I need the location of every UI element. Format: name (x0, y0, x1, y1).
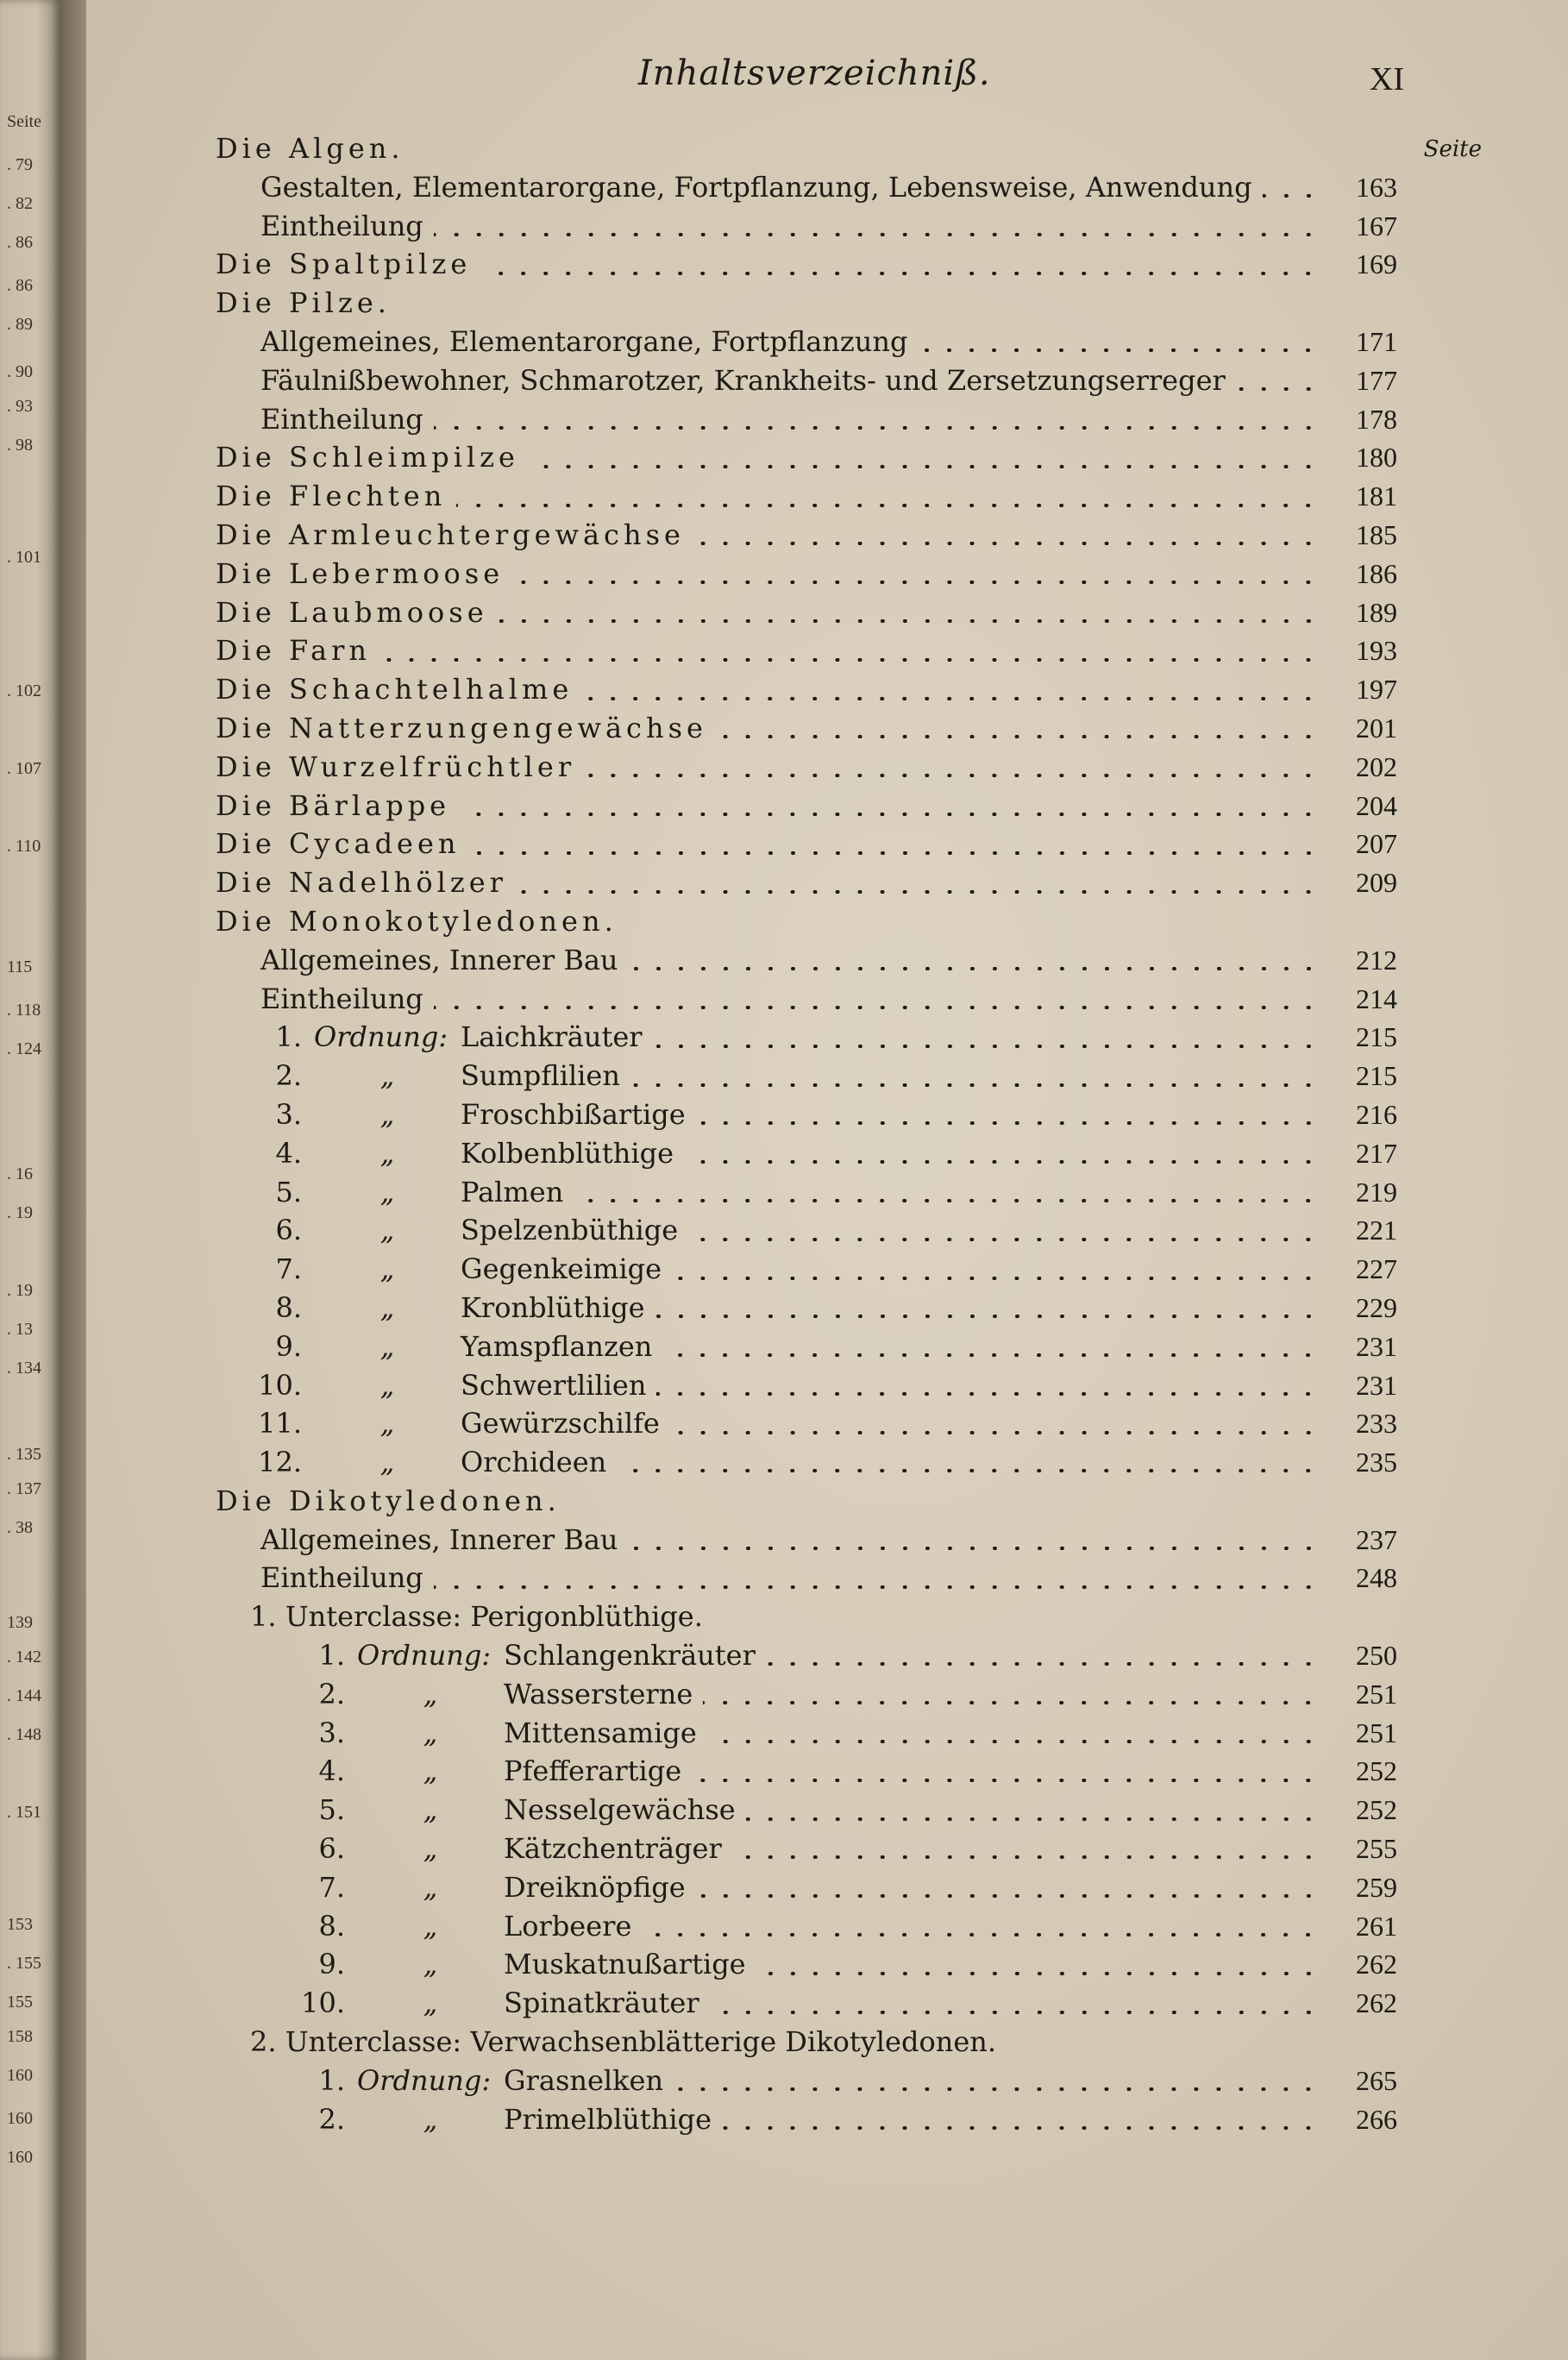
toc-entry-title: 1. Unterclasse: Perigonblüthige. (250, 1600, 703, 1634)
toc-entry (216, 245, 1397, 284)
toc-entry (216, 1366, 1397, 1405)
order-number: 6. (318, 1832, 345, 1866)
toc-entry (216, 1173, 1397, 1212)
toc-entry-page: 209 (1356, 867, 1397, 899)
toc-entry-page: 181 (1356, 480, 1397, 512)
previous-page-number: 160 (7, 2109, 33, 2128)
toc-entry-page: 231 (1356, 1369, 1397, 1401)
toc-entry (216, 2062, 1397, 2100)
previous-page-number: . 124 (7, 1039, 41, 1058)
order-prefix: Ordnung: (314, 1020, 448, 1054)
order-number: 5. (318, 1793, 345, 1827)
toc-entry (216, 902, 1397, 941)
order-prefix: „ (379, 1097, 395, 1131)
order-number: 3. (275, 1097, 302, 1131)
toc-entry (216, 631, 1397, 670)
toc-entry-page: 204 (1356, 789, 1397, 821)
toc-entry-title: Allgemeines, Elementarorgane, Fortpflanzung (260, 324, 908, 358)
toc-entry-title: Sumpflilien (461, 1059, 620, 1093)
previous-page-number: 160 (7, 2148, 33, 2167)
previous-page-number: . 19 (7, 1203, 33, 1222)
order-prefix: „ (379, 1446, 395, 1479)
previous-page-number: . 155 (7, 1954, 41, 1973)
toc-entry-page: 167 (1356, 210, 1397, 242)
previous-page-number: . 134 (7, 1359, 41, 1378)
toc-entry-title: Die Natterzungengewächse (216, 711, 707, 744)
toc-entry (216, 1791, 1397, 1830)
previous-page-number: 155 (7, 1993, 33, 2012)
toc-entry-page: 252 (1356, 1755, 1397, 1787)
toc-entry-title: Die Farn (216, 634, 372, 668)
toc-entry (216, 980, 1397, 1019)
toc-entry (216, 1404, 1397, 1443)
order-number: 4. (275, 1136, 302, 1170)
dot-leader (695, 542, 1320, 545)
dot-leader (766, 1662, 1320, 1666)
dot-leader (434, 233, 1320, 236)
dot-leader (653, 1045, 1320, 1048)
dot-leader (674, 2087, 1320, 2091)
order-number: 11. (258, 1407, 302, 1440)
dot-leader (471, 851, 1320, 855)
toc-entry-title: Allgemeines, Innerer Bau (260, 943, 618, 976)
page-title: Inhaltsverzeichniß. (638, 53, 991, 93)
toc-entry-title: Schlangenkräuter (504, 1639, 756, 1673)
toc-entry-page: 235 (1356, 1447, 1397, 1478)
dot-leader (655, 1315, 1320, 1318)
toc-entry (216, 1521, 1397, 1560)
dot-leader (718, 735, 1320, 738)
toc-entry-page: 193 (1356, 635, 1397, 667)
toc-entry-title: Gewürzschilfe (461, 1407, 660, 1440)
previous-page-number: 158 (7, 2027, 33, 2046)
toc-entry-title: Die Cycadeen (216, 827, 461, 861)
toc-entry-title: 2. Unterclasse: Verwachsenblätterige Dikotyledonen. (250, 2025, 997, 2059)
order-prefix: „ (423, 2102, 438, 2136)
toc-entry-page: 189 (1356, 596, 1397, 628)
toc-entry (216, 1597, 1397, 1636)
order-number: 9. (318, 1948, 345, 1981)
toc-entry-title: Froschbißartige (461, 1097, 686, 1131)
dot-leader (499, 619, 1320, 623)
dot-leader (381, 658, 1320, 662)
toc-entry-title: Die Monokotyledonen. (216, 904, 618, 938)
toc-entry-title: Laichkräuter (461, 1020, 643, 1054)
order-prefix: Ordnung: (357, 2063, 492, 2097)
toc-entry-page: 163 (1356, 171, 1397, 203)
dot-leader (732, 1855, 1320, 1859)
previous-page-number: . 82 (7, 194, 33, 213)
dot-leader (662, 1353, 1320, 1357)
toc-entry-page: 169 (1356, 248, 1397, 280)
previous-page-edge (0, 0, 60, 2360)
dot-leader (918, 348, 1320, 352)
toc-entry-page: 227 (1356, 1253, 1397, 1285)
order-number: 3. (318, 1716, 345, 1749)
order-number: 7. (275, 1252, 302, 1286)
previous-page-number: . 19 (7, 1281, 33, 1300)
toc-entry-page: 202 (1356, 750, 1397, 782)
toc-entry-page: 216 (1356, 1098, 1397, 1130)
toc-entry (216, 516, 1397, 555)
order-number: 8. (275, 1290, 302, 1324)
toc-entry (216, 2100, 1397, 2139)
dot-leader (696, 1121, 1320, 1125)
toc-entry (216, 477, 1397, 516)
toc-entry (216, 670, 1397, 709)
toc-entry-title: Kronblüthige (461, 1290, 645, 1324)
toc-entry-title: Die Laubmoose (216, 595, 488, 629)
toc-entry (216, 168, 1397, 207)
toc-entry (216, 1868, 1397, 1907)
order-number: 10. (258, 1368, 302, 1402)
dot-leader (530, 465, 1320, 468)
toc-entry-title: Die Armleuchtergewächse (216, 518, 685, 551)
toc-entry-page: 233 (1356, 1408, 1397, 1440)
toc-entry-title: Die Bärlappe (216, 788, 451, 822)
order-prefix: „ (423, 1793, 438, 1827)
toc-entry-title: Die Schleimpilze (216, 441, 519, 474)
previous-page-number: . 148 (7, 1725, 41, 1744)
previous-page-number: . 98 (7, 436, 33, 455)
order-number: 2. (275, 1059, 302, 1093)
toc-entry-title: Spelzenbüthige (461, 1214, 679, 1247)
order-prefix: „ (379, 1059, 395, 1093)
toc-entry-title: Die Dikotyledonen. (216, 1484, 561, 1517)
order-prefix: „ (423, 1870, 438, 1904)
previous-page-number: 115 (7, 957, 33, 976)
toc-entry-title: Allgemeines, Innerer Bau (260, 1522, 618, 1556)
toc-entry-page: 248 (1356, 1562, 1397, 1594)
toc-entry (216, 1018, 1397, 1057)
toc-entry-page: 219 (1356, 1176, 1397, 1208)
toc-entry-title: Die Algen. (216, 132, 405, 165)
toc-entry-page: 255 (1356, 1833, 1397, 1865)
order-prefix: „ (423, 1832, 438, 1866)
dot-leader (722, 2126, 1320, 2130)
toc-entry-title: Pfefferartige (504, 1754, 682, 1788)
dot-leader (746, 1817, 1320, 1821)
toc-entry-title: Wassersterne (504, 1677, 693, 1710)
toc-entry-title: Die Flechten (216, 480, 447, 513)
order-prefix: „ (379, 1329, 395, 1363)
toc-entry (216, 1482, 1397, 1521)
toc-entry-title: Eintheilung (260, 209, 423, 242)
order-prefix: Ordnung: (357, 1639, 492, 1673)
order-prefix: „ (379, 1214, 395, 1247)
toc-entry-page: 180 (1356, 442, 1397, 474)
toc-entry (216, 1752, 1397, 1791)
order-number: 12. (258, 1446, 302, 1479)
toc-entry-title: Die Nadelhölzer (216, 866, 507, 900)
dot-leader (703, 1701, 1320, 1704)
toc-entry-page: 266 (1356, 2103, 1397, 2135)
toc-entry (216, 1714, 1397, 1753)
toc-entry-title: Orchideen (461, 1446, 607, 1479)
order-prefix: „ (423, 1754, 438, 1788)
toc-entry-page: 265 (1356, 2064, 1397, 2096)
order-prefix: „ (379, 1290, 395, 1324)
order-number: 10. (301, 1987, 345, 2020)
toc-entry-title: Eintheilung (260, 402, 423, 436)
toc-entry-page: 231 (1356, 1330, 1397, 1362)
dot-leader (517, 890, 1320, 894)
toc-entry (216, 787, 1397, 825)
dot-leader (710, 2011, 1320, 2014)
order-number: 1. (318, 2063, 345, 2097)
toc-entry-page: 178 (1356, 403, 1397, 435)
toc-entry-page: 197 (1356, 674, 1397, 706)
toc-entry (216, 709, 1397, 748)
order-number: 7. (318, 1870, 345, 1904)
order-number: 6. (275, 1214, 302, 1247)
toc-entry (216, 284, 1397, 323)
toc-entry-title: Muskatnußartige (504, 1948, 746, 1981)
dot-leader (670, 1431, 1320, 1434)
toc-entry-title: Schwertlilien (461, 1368, 647, 1402)
previous-page-number: . 142 (7, 1648, 41, 1666)
order-number: 2. (318, 1677, 345, 1710)
toc-entry-title: Nesselgewächse (504, 1793, 736, 1827)
toc-entry-page: 237 (1356, 1523, 1397, 1555)
toc-entry (216, 1443, 1397, 1482)
dot-leader (461, 813, 1320, 816)
toc-entry (216, 1636, 1397, 1675)
toc-entry (216, 593, 1397, 632)
dot-leader (672, 1277, 1320, 1280)
dot-leader (574, 1199, 1320, 1202)
toc-entry (216, 1095, 1397, 1134)
page-number: XI (1369, 61, 1404, 97)
dot-leader (696, 1894, 1320, 1898)
order-prefix: „ (379, 1407, 395, 1440)
toc-entry (216, 1134, 1397, 1173)
dot-leader (617, 1469, 1320, 1472)
toc-entry (216, 941, 1397, 980)
previous-page-number: . 13 (7, 1320, 33, 1339)
toc-entry-title: Die Spaltpilze (216, 248, 472, 281)
toc-entry (216, 1984, 1397, 2023)
dot-leader (630, 1083, 1320, 1087)
toc-entry (216, 323, 1397, 361)
toc-entry-page: 251 (1356, 1678, 1397, 1710)
toc-entry-page: 214 (1356, 982, 1397, 1014)
toc-entry-title: Grasnelken (504, 2063, 664, 2097)
dot-leader (642, 1933, 1320, 1936)
previous-page-number: . 93 (7, 397, 33, 416)
toc-entry (216, 825, 1397, 863)
previous-page-number: . 151 (7, 1803, 41, 1822)
toc-entry-page: 215 (1356, 1021, 1397, 1053)
dot-leader (456, 504, 1320, 507)
previous-page-number: . 110 (7, 837, 41, 856)
toc-page (86, 0, 1568, 2360)
dot-leader (688, 1238, 1320, 1241)
toc-entry (216, 1289, 1397, 1328)
toc-entry-title: Die Lebermoose (216, 556, 505, 590)
dot-leader (707, 1740, 1320, 1743)
toc-entry-page: 212 (1356, 944, 1397, 976)
dot-leader (434, 426, 1320, 430)
previous-page-number: . 89 (7, 315, 33, 334)
order-prefix: „ (379, 1136, 395, 1170)
toc-entry-page: 262 (1356, 1949, 1397, 1980)
order-prefix: „ (423, 1987, 438, 2020)
toc-entry-title: Eintheilung (260, 1561, 423, 1595)
dot-leader (586, 774, 1320, 777)
order-number: 9. (275, 1329, 302, 1363)
previous-page-number: . 86 (7, 233, 33, 252)
toc-entry-title: Kätzchenträger (504, 1832, 722, 1866)
toc-entry-title: Yamspflanzen (461, 1329, 653, 1363)
dot-leader (756, 1972, 1320, 1975)
order-prefix: „ (379, 1252, 395, 1286)
order-number: 2. (318, 2102, 345, 2136)
previous-page-number: . 90 (7, 362, 33, 381)
order-prefix: „ (423, 1909, 438, 1943)
previous-page-number: 139 (7, 1613, 33, 1632)
toc-entry (216, 129, 1397, 168)
toc-entry-page: 251 (1356, 1717, 1397, 1748)
order-prefix: „ (423, 1948, 438, 1981)
toc-entry-title: Die Pilze. (216, 286, 391, 320)
toc-entry (216, 400, 1397, 439)
toc-entry-page: 207 (1356, 828, 1397, 860)
dot-leader (1236, 387, 1320, 391)
previous-page-number: . 38 (7, 1518, 33, 1537)
dot-leader (434, 1006, 1320, 1009)
dot-leader (629, 967, 1320, 970)
page-column-label: Seite (1423, 136, 1482, 162)
order-number: 1. (318, 1639, 345, 1673)
toc-entry-page: 229 (1356, 1291, 1397, 1323)
toc-entry (216, 1559, 1397, 1597)
order-prefix: „ (423, 1716, 438, 1749)
toc-entry-page: 252 (1356, 1794, 1397, 1826)
previous-page-number: . 16 (7, 1164, 33, 1183)
toc-entry (216, 1830, 1397, 1868)
dot-leader (656, 1392, 1320, 1396)
previous-page-number: . 101 (7, 548, 41, 567)
toc-entry (216, 863, 1397, 902)
toc-entry-title: Gestalten, Elementarorgane, Fortpflanzung, Lebensweise, Anwendung (260, 170, 1252, 204)
previous-page-number: 160 (7, 2066, 33, 2085)
order-prefix: „ (379, 1368, 395, 1402)
dot-leader (629, 1547, 1320, 1550)
order-number: 5. (275, 1175, 302, 1208)
order-prefix: „ (423, 1677, 438, 1710)
table-of-contents (216, 129, 1397, 2138)
previous-page-number: Seite (7, 112, 41, 131)
toc-entry-page: 177 (1356, 364, 1397, 396)
dot-leader (1263, 194, 1320, 198)
toc-entry-page: 261 (1356, 1910, 1397, 1942)
toc-entry-title: Die Wurzelfrüchtler (216, 750, 576, 783)
toc-entry-title: Dreiknöpfige (504, 1870, 686, 1904)
toc-entry-title: Fäulnißbewohner, Schmarotzer, Krankheits- und Zersetzungserreger (260, 363, 1226, 397)
toc-entry (216, 1945, 1397, 1984)
toc-entry-page: 250 (1356, 1640, 1397, 1672)
toc-entry-title: Lorbeere (504, 1909, 632, 1943)
toc-entry-title: Kolbenblüthige (461, 1136, 674, 1170)
toc-entry-title: Eintheilung (260, 982, 423, 1015)
toc-entry-title: Palmen (461, 1175, 564, 1208)
toc-entry-title: Gegenkeimige (461, 1252, 662, 1286)
toc-entry-page: 171 (1356, 325, 1397, 357)
dot-leader (684, 1160, 1320, 1164)
order-prefix: „ (379, 1175, 395, 1208)
toc-entry (216, 1907, 1397, 1946)
toc-entry (216, 1675, 1397, 1714)
previous-page-number: . 137 (7, 1479, 41, 1498)
toc-entry-page: 185 (1356, 518, 1397, 550)
toc-entry (216, 1211, 1397, 1250)
toc-entry-page: 262 (1356, 1987, 1397, 2019)
previous-page-number: 153 (7, 1915, 33, 1934)
toc-entry (216, 1250, 1397, 1289)
toc-entry (216, 2023, 1397, 2062)
previous-page-number: . 79 (7, 155, 33, 174)
toc-entry (216, 748, 1397, 787)
toc-entry (216, 1057, 1397, 1095)
previous-page-number: . 86 (7, 276, 33, 295)
dot-leader (481, 272, 1320, 275)
dot-leader (583, 697, 1320, 700)
order-number: 8. (318, 1909, 345, 1943)
toc-entry-title: Primelblüthige (504, 2102, 712, 2136)
toc-entry-title: Spinatkräuter (504, 1987, 699, 2020)
toc-entry-page: 259 (1356, 1871, 1397, 1903)
dot-leader (692, 1779, 1320, 1782)
order-number: 1. (275, 1020, 302, 1054)
toc-entry (216, 438, 1397, 477)
toc-entry-title: Die Schachtelhalme (216, 673, 574, 706)
previous-page-number: . 102 (7, 681, 41, 700)
dot-leader (434, 1585, 1320, 1589)
previous-page-number: . 107 (7, 759, 41, 778)
previous-page-number: . 135 (7, 1445, 41, 1464)
dot-leader (514, 581, 1320, 584)
previous-page-number: . 144 (7, 1686, 41, 1705)
toc-entry (216, 207, 1397, 246)
toc-entry-page: 221 (1356, 1215, 1397, 1246)
toc-entry-page: 186 (1356, 557, 1397, 589)
toc-entry-title: Mittensamige (504, 1716, 697, 1749)
toc-entry (216, 555, 1397, 593)
toc-entry-page: 201 (1356, 712, 1397, 744)
toc-entry-page: 215 (1356, 1060, 1397, 1092)
previous-page-number: . 118 (7, 1001, 41, 1020)
order-number: 4. (318, 1754, 345, 1788)
toc-entry (216, 361, 1397, 400)
toc-entry (216, 1328, 1397, 1366)
toc-entry-page: 217 (1356, 1137, 1397, 1169)
